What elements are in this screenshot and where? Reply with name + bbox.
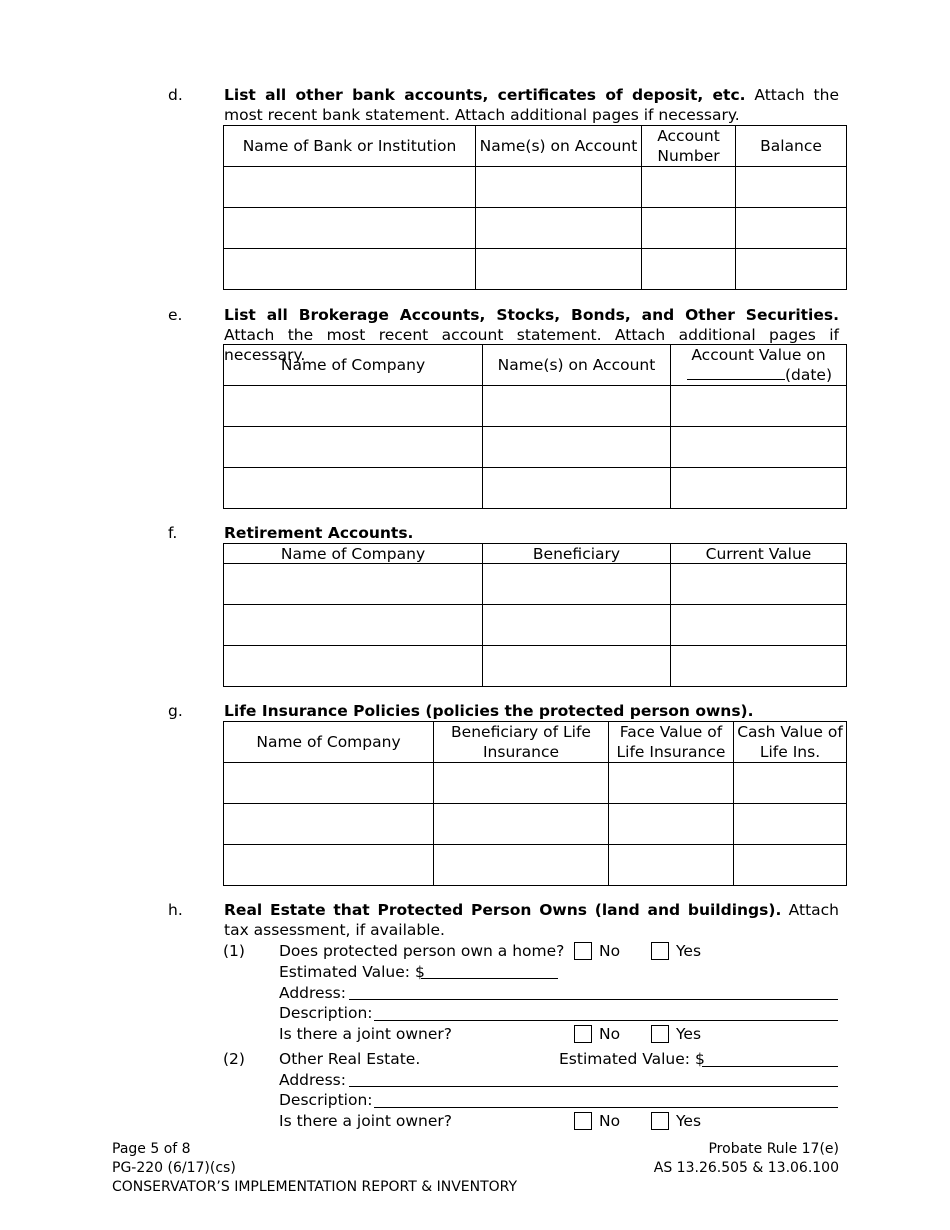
table-header: Name of Company [224, 345, 483, 386]
section-f-letter: f. [168, 524, 178, 542]
table-cell[interactable] [734, 763, 847, 804]
home-joint-owner-question: Is there a joint owner? [279, 1025, 452, 1043]
item-2-number: (2) [223, 1050, 245, 1068]
table-cell[interactable] [734, 845, 847, 886]
table-cell[interactable] [224, 605, 483, 646]
table-header: Cash Value of Life Ins. [734, 722, 847, 763]
table-cell[interactable] [642, 208, 736, 249]
section-d-instructions [224, 85, 839, 125]
retirement-accounts-table [223, 543, 847, 687]
home-estimated-value-label: Estimated Value: $ [279, 963, 425, 981]
table-cell[interactable] [671, 427, 847, 468]
table-cell[interactable] [671, 646, 847, 687]
table-cell[interactable] [224, 804, 434, 845]
table-cell[interactable] [483, 386, 671, 427]
table-cell[interactable] [224, 763, 434, 804]
section-e-letter: e. [168, 306, 183, 324]
table-header: Balance [736, 126, 847, 167]
table-cell[interactable] [609, 804, 734, 845]
section-g-letter: g. [168, 702, 183, 720]
table-cell[interactable] [224, 427, 483, 468]
other-joint-yes-label: Yes [676, 1112, 702, 1130]
section-f-instructions [224, 523, 839, 543]
table-cell[interactable] [671, 564, 847, 605]
table-cell[interactable] [434, 845, 609, 886]
table-header: Name of Company [224, 722, 434, 763]
home-joint-yes-checkbox[interactable] [651, 1025, 669, 1043]
section-g-instructions [224, 701, 839, 721]
table-cell[interactable] [224, 167, 476, 208]
table-cell[interactable] [434, 804, 609, 845]
table-cell[interactable] [642, 249, 736, 290]
table-cell[interactable] [483, 605, 671, 646]
home-joint-no-label: No [599, 1025, 621, 1043]
table-cell[interactable] [734, 804, 847, 845]
table-header: Current Value [671, 544, 847, 564]
table-cell[interactable] [736, 167, 847, 208]
table-cell[interactable] [434, 763, 609, 804]
section-d-letter: d. [168, 86, 183, 104]
home-estimated-value-input[interactable] [421, 978, 558, 979]
section-h-title: Real Estate that Protected Person Owns (land and buildings). [224, 901, 782, 919]
section-f-title: Retirement Accounts. [224, 524, 414, 542]
table-header: Beneficiary of Life Insurance [434, 722, 609, 763]
section-e-title: List all Brokerage Accounts, Stocks, Bonds, and Other Securities. [224, 306, 839, 324]
table-cell[interactable] [476, 167, 642, 208]
home-yes-label: Yes [676, 942, 702, 960]
table-cell[interactable] [609, 763, 734, 804]
table-cell[interactable] [642, 167, 736, 208]
section-e-text: Attach the most recent account statement. Attach additional pages if necessary. [224, 326, 839, 364]
other-address-input[interactable] [349, 1086, 838, 1087]
section-h-letter: h. [168, 901, 183, 919]
other-joint-yes-checkbox[interactable] [651, 1112, 669, 1130]
other-estimated-value-input[interactable] [702, 1066, 838, 1067]
table-header: Name of Bank or Institution [224, 126, 476, 167]
home-description-input[interactable] [374, 1020, 838, 1021]
other-joint-owner-question: Is there a joint owner? [279, 1112, 452, 1130]
table-header [671, 345, 847, 386]
table-cell[interactable] [609, 845, 734, 886]
section-h-text: Attach tax assessment, if available. [224, 901, 839, 939]
table-header: Name of Company [224, 544, 483, 564]
table-cell[interactable] [476, 249, 642, 290]
table-cell[interactable] [736, 208, 847, 249]
other-joint-no-checkbox[interactable] [574, 1112, 592, 1130]
footer-page-number: Page 5 of 8 [112, 1141, 191, 1157]
other-real-estate-label: Other Real Estate. [279, 1050, 421, 1068]
table-cell[interactable] [224, 564, 483, 605]
home-description-label: Description: [279, 1004, 373, 1022]
home-yes-checkbox[interactable] [651, 942, 669, 960]
section-d-title: List all other bank accounts, certificates of deposit, etc. [224, 86, 746, 104]
table-header: Account Number [642, 126, 736, 167]
home-no-label: No [599, 942, 621, 960]
table-cell[interactable] [671, 468, 847, 509]
life-insurance-table [223, 721, 847, 886]
table-cell[interactable] [483, 646, 671, 687]
date-label: (date) [784, 366, 832, 384]
table-cell[interactable] [671, 386, 847, 427]
table-cell[interactable] [476, 208, 642, 249]
other-address-label: Address: [279, 1071, 346, 1089]
table-cell[interactable] [224, 468, 483, 509]
table-cell[interactable] [483, 427, 671, 468]
table-cell[interactable] [483, 564, 671, 605]
footer-form-number: PG-220 (6/17)(cs) [112, 1160, 236, 1176]
table-header: Face Value of Life Insurance [609, 722, 734, 763]
table-cell[interactable] [224, 208, 476, 249]
home-question: Does protected person own a home? [279, 942, 565, 960]
table-cell[interactable] [671, 605, 847, 646]
table-cell[interactable] [483, 468, 671, 509]
table-cell[interactable] [224, 646, 483, 687]
other-joint-no-label: No [599, 1112, 621, 1130]
item-1-number: (1) [223, 942, 245, 960]
date-blank-line[interactable] [687, 365, 785, 380]
footer-form-title: CONSERVATOR’S IMPLEMENTATION REPORT & INVENTORY [112, 1179, 518, 1195]
table-cell[interactable] [224, 386, 483, 427]
bank-accounts-table [223, 125, 847, 290]
other-estimated-value-label: Estimated Value: $ [559, 1050, 705, 1068]
section-h-instructions [224, 900, 839, 940]
table-header: Beneficiary [483, 544, 671, 564]
home-address-input[interactable] [349, 999, 838, 1000]
home-joint-yes-label: Yes [676, 1025, 702, 1043]
other-description-label: Description: [279, 1091, 373, 1109]
home-joint-no-checkbox[interactable] [574, 1025, 592, 1043]
section-d-text: Attach the most recent bank statement. Attach additional pages if necessary. [224, 86, 839, 124]
table-cell[interactable] [224, 845, 434, 886]
table-cell[interactable] [224, 249, 476, 290]
home-address-label: Address: [279, 984, 346, 1002]
table-cell[interactable] [736, 249, 847, 290]
footer-statute: AS 13.26.505 & 13.06.100 [653, 1160, 839, 1176]
home-no-checkbox[interactable] [574, 942, 592, 960]
other-description-input[interactable] [374, 1107, 838, 1108]
section-g-title: Life Insurance Policies (policies the protected person owns). [224, 702, 754, 720]
brokerage-accounts-table [223, 344, 847, 509]
table-header: Name(s) on Account [483, 345, 671, 386]
footer-probate-rule: Probate Rule 17(e) [708, 1141, 839, 1157]
account-value-label: Account Value on [691, 346, 826, 364]
table-header: Name(s) on Account [476, 126, 642, 167]
